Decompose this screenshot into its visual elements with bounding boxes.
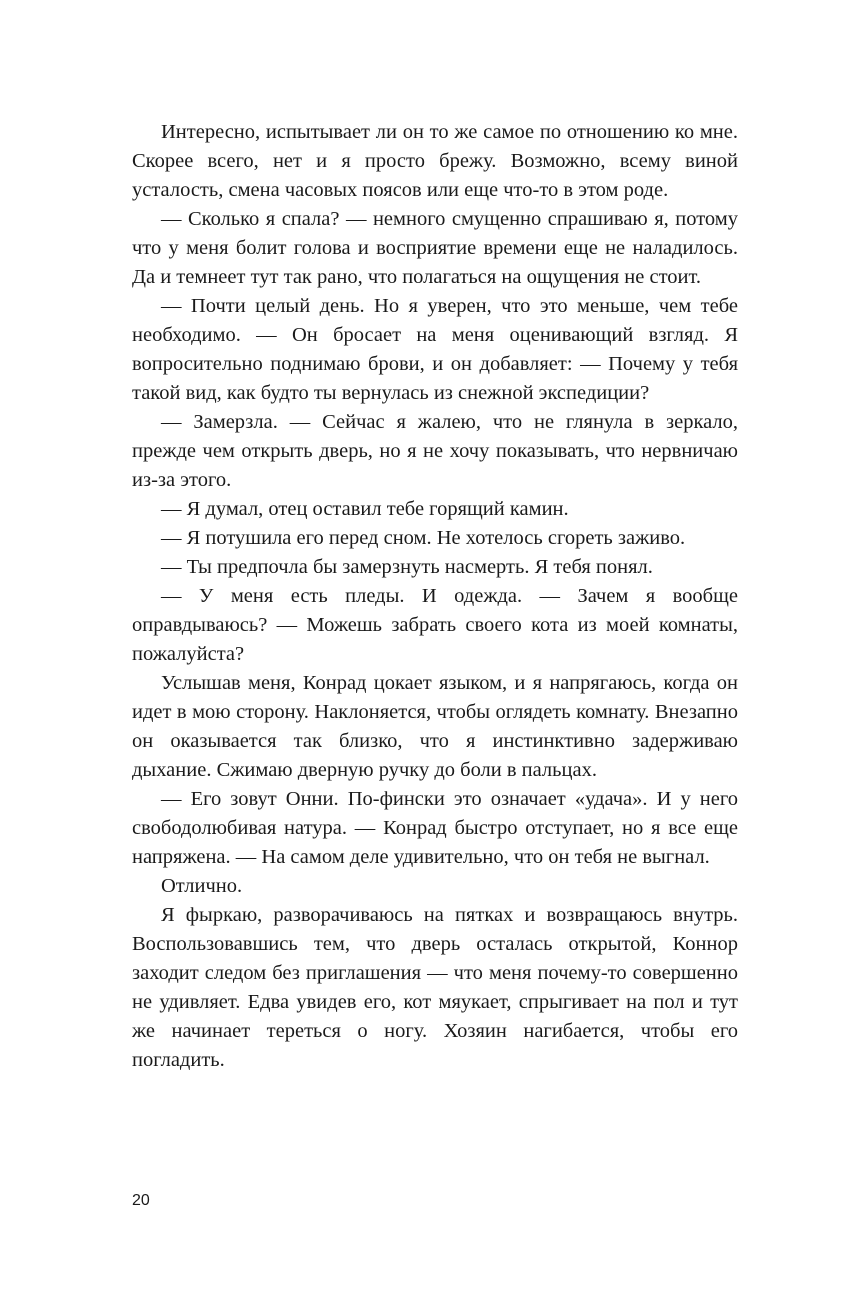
body-text [132,118,738,1075]
paragraph-3: — Почти целый день. Но я уверен, что это меньше, чем тебе необходимо. — Он бросает на меня оценивающий взгляд. Я вопросительно поднимаю брови, и он добавляет: — Почему у тебя такой вид, как будто ты вернулась из снежной экспедиции? [132,295,738,404]
paragraph-8: — У меня есть пледы. И одежда. — Зачем я вообще оправдываюсь? — Можешь забрать своего кота из моей комнаты, пожалуйста? [132,585,738,665]
paragraph-1: Интересно, испытывает ли он то же самое по отношению ко мне. Скорее всего, нет и я просто брежу. Возможно, всему виной усталость, смена часовых поясов или еще что-то в этом роде. [132,121,738,201]
paragraph-10: — Его зовут Онни. По-фински это означает «удача». И у него свободолюбивая натура. — Конрад быстро отступает, но я все еще напряжена. — На самом деле удивительно, что он тебя не выгнал. [132,788,738,868]
paragraph-9: Услышав меня, Конрад цокает языком, и я напрягаюсь, когда он идет в мою сторону. Наклоняется, чтобы оглядеть комнату. Внезапно он оказывается так близко, что я инстинктивно задерживаю дыхание. Сжимаю дверную ручку до боли в пальцах. [132,672,738,781]
paragraph-7: — Ты предпочла бы замерзнуть насмерть. Я тебя понял. [161,556,653,578]
paragraph-6: — Я потушила его перед сном. Не хотелось сгореть заживо. [161,527,686,549]
paragraph-5: — Я думал, отец оставил тебе горящий камин. [161,498,569,520]
page-number: 20 [132,1192,150,1209]
paragraph-4: — Замерзла. — Сейчас я жалею, что не глянула в зеркало, прежде чем открыть дверь, но я не хочу показывать, что нервничаю из-за этого. [132,411,738,491]
paragraph-11: Отлично. [161,875,243,897]
paragraph-12: Я фыркаю, разворачиваюсь на пятках и возвращаюсь внутрь. Воспользовавшись тем, что дверь осталась открытой, Коннор заходит следом без приглашения — что меня почему-то совершенно не удивляет. Едва увидев его, кот мяукает, спрыгивает на пол и тут же начинает тереться о ногу. Хозяин нагибается, чтобы его погладить. [132,904,738,1071]
paragraph-2: — Сколько я спала? — немного смущенно спрашиваю я, потому что у меня болит голова и восприятие времени еще не наладилось. Да и темнеет тут так рано, что полагаться на ощущения не стоит. [132,208,738,288]
